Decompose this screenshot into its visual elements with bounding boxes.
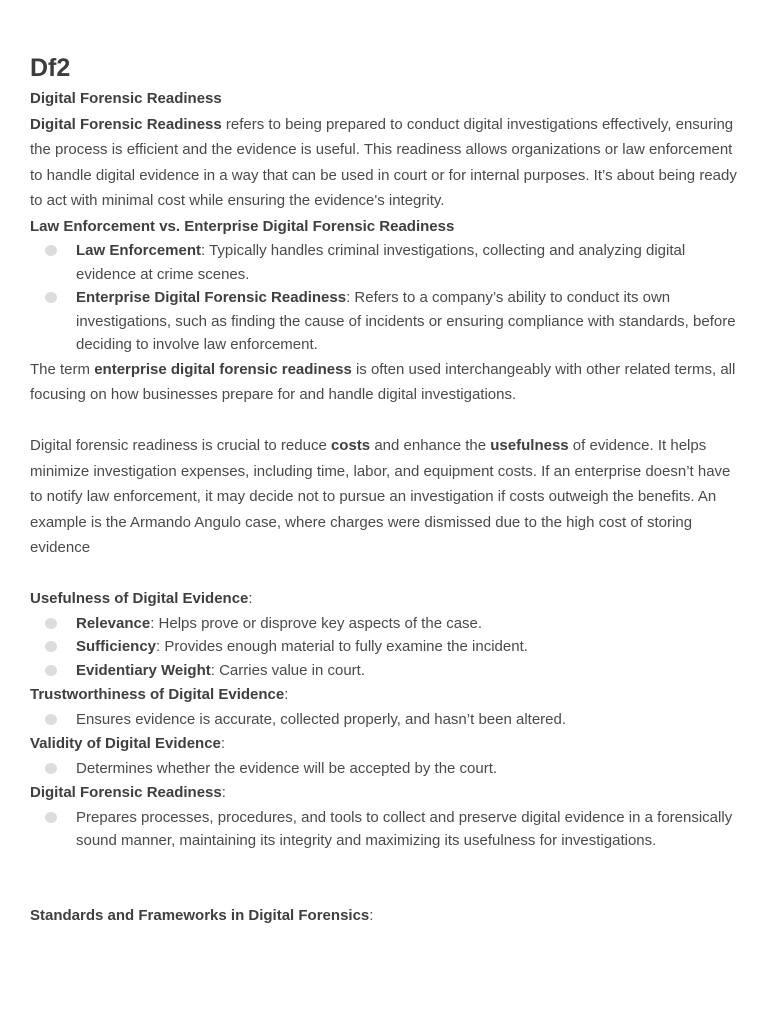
heading-usefulness (30, 586, 738, 612)
colon: : (284, 686, 289, 703)
heading-standards-text: Standards and Frameworks in Digital Forensics (30, 906, 370, 924)
list-item-text: : Typically handles criminal investigations, collecting and analyzing digital evidence at crime scenes. (76, 242, 686, 283)
list-item (30, 612, 738, 636)
heading-dfr-second (30, 780, 738, 806)
list-item-bold: Enterprise Digital Forensic Readiness (76, 289, 347, 306)
spacer (30, 561, 738, 587)
trust-list (30, 708, 738, 732)
list-item-text: Ensures evidence is accurate, collected properly, and hasn’t been altered. (76, 710, 567, 728)
bullet-dot-icon (45, 812, 57, 823)
term-pre: The term (30, 360, 95, 378)
spacer (30, 853, 738, 903)
bullet-dot-icon (45, 763, 57, 774)
list-item (30, 239, 738, 286)
colon: : (221, 784, 226, 801)
list-item (30, 659, 738, 683)
heading-digital-forensic-readiness: Digital Forensic Readiness (30, 90, 222, 107)
usefulness-list (30, 612, 738, 683)
colon: : (369, 906, 374, 924)
validity-list (30, 757, 738, 781)
intro-paragraph (30, 112, 738, 214)
list-item-text: Determines whether the evidence will be accepted by the court. (76, 759, 498, 777)
bullet-dot-icon (45, 245, 57, 256)
term-post: is often used interchangeably with other related terms, all focusing on how businesses prepare for and handle digital investigations. (30, 360, 736, 403)
heading-standards (30, 903, 738, 929)
spacer (30, 408, 738, 434)
heading-trust-text: Trustworthiness of Digital Evidence (30, 686, 285, 703)
le-enterprise-list (30, 239, 738, 357)
list-item-bold: Evidentiary Weight (76, 661, 211, 679)
heading-trustworthiness (30, 682, 738, 708)
bullet-dot-icon (45, 618, 57, 629)
costs-bold: costs (330, 437, 371, 454)
list-item-bold: Relevance (76, 614, 151, 632)
list-item-bold: Sufficiency (76, 638, 157, 655)
list-item-text: : Provides enough material to fully examine the incident. (156, 638, 528, 655)
intro-bold: Digital Forensic Readiness (30, 115, 222, 133)
term-paragraph (30, 357, 738, 408)
list-item (30, 635, 738, 659)
list-item (30, 757, 738, 781)
list-item-text: : Helps prove or disprove key aspects of the case. (150, 614, 483, 632)
bullet-dot-icon (45, 665, 57, 676)
costs-pre: Digital forensic readiness is crucial to reduce (30, 437, 331, 454)
colon: : (248, 590, 253, 607)
bullet-dot-icon (45, 292, 57, 303)
heading-le-vs-enterprise: Law Enforcement vs. Enterprise Digital Forensic Readiness (30, 217, 455, 235)
term-bold: enterprise digital forensic readiness (94, 360, 352, 378)
heading-validity (30, 731, 738, 757)
costs-paragraph (30, 433, 738, 561)
bullet-dot-icon (45, 641, 57, 652)
costs-post: of evidence. It helps minimize investigation expenses, including time, labor, and equipment costs. If an enterprise doesn’t have to notify law enforcement, it may decide not to pursue an investigation if costs outweigh the benefits. An example is the Armando Angulo case, where charges were dismissed due to the high cost of storing evidence (30, 437, 731, 556)
costs-mid: and enhance the (370, 437, 491, 454)
list-item (30, 806, 738, 853)
dfr2-list (30, 806, 738, 853)
list-item (30, 708, 738, 732)
intro-text: refers to being prepared to conduct digital investigations effectively, ensuring the process is efficient and the evidence is useful. This readiness allows organizations or law enforcement to handle digital evidence in a way that can be used in court or for internal purposes. It’s about being ready to act with minimal cost while ensuring the evidence's integrity. (30, 115, 737, 209)
heading-usefulness-text: Usefulness of Digital Evidence (30, 590, 249, 607)
list-item-bold: Law Enforcement (76, 242, 202, 259)
bullet-dot-icon (45, 714, 57, 725)
heading-validity-text: Validity of Digital Evidence (30, 735, 221, 752)
usefulness-bold: usefulness (490, 437, 569, 454)
list-item (30, 286, 738, 357)
colon: : (220, 735, 226, 752)
list-item-text: : Carries value in court. (210, 661, 365, 679)
list-item-text: Prepares processes, procedures, and tools to collect and preserve digital evidence in a forensically sound manner, maintaining its integrity and maximizing its usefulness for investigations. (76, 808, 733, 849)
list-item-text: : Refers to a company’s ability to conduct its own investigations, such as finding the cause of incidents or ensuring compliance with standards, before deciding to involve law enforcement. (76, 289, 736, 353)
page-title: Df2 (30, 54, 71, 82)
heading-dfr2-text: Digital Forensic Readiness (30, 784, 222, 801)
